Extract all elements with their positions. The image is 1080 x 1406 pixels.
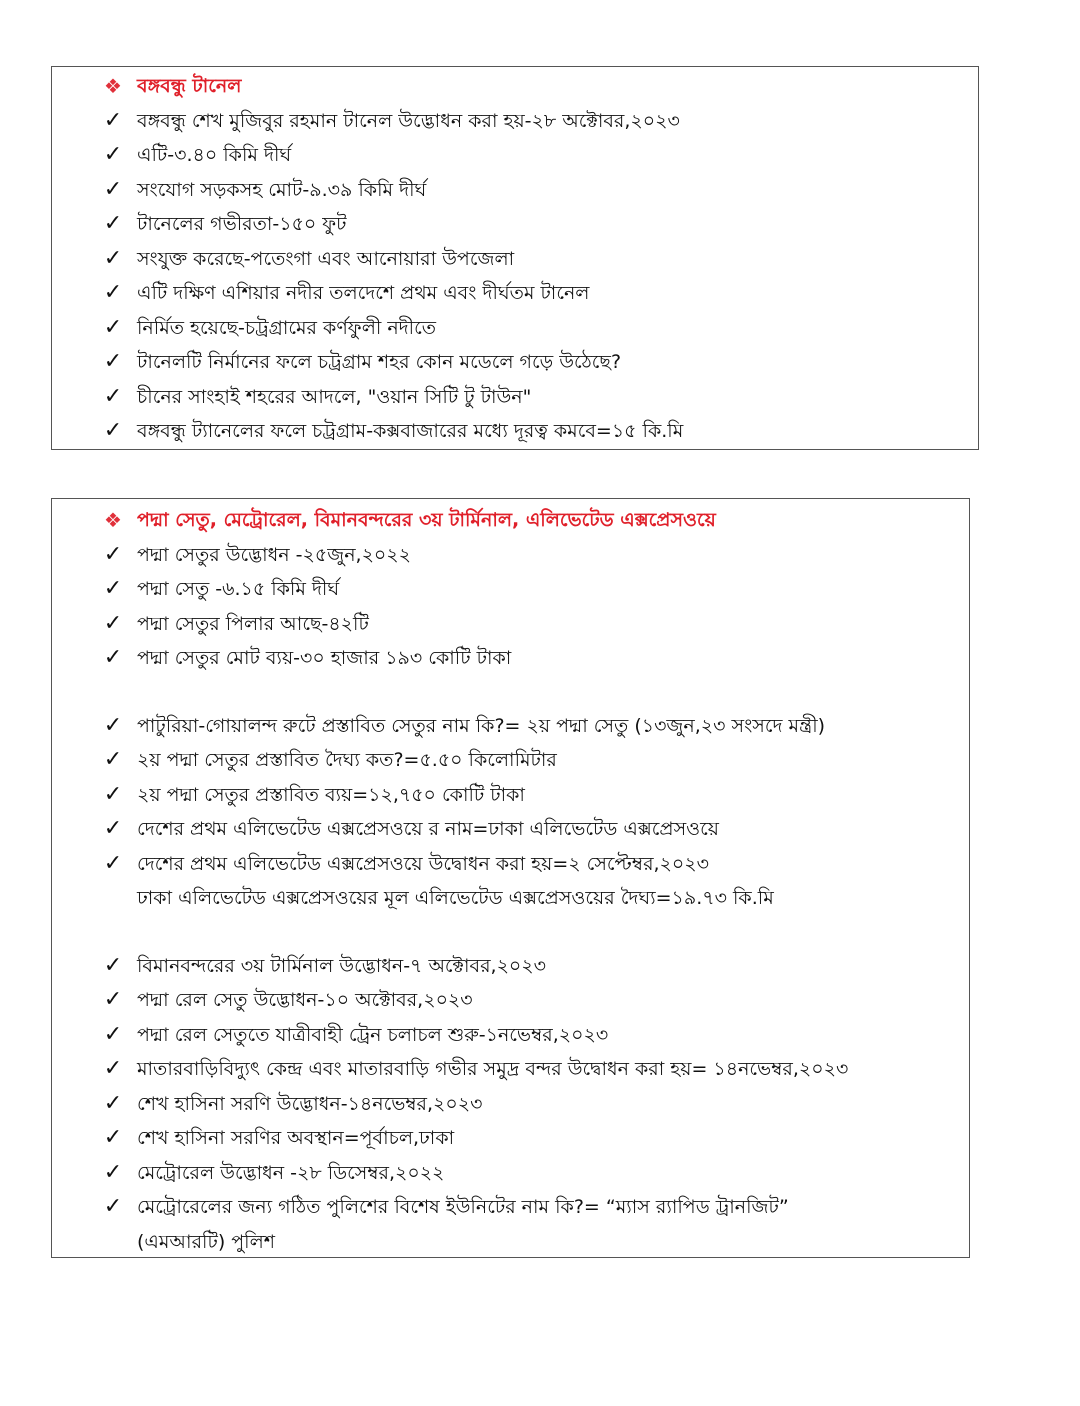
list-item: [52, 881, 969, 916]
list-item-text: সংযোগ সড়কসহ মোট-৯.৩৯ কিমি দীর্ঘ: [137, 178, 427, 201]
list-item: [52, 743, 969, 778]
list-item: [52, 538, 969, 573]
list-item: [52, 1087, 969, 1122]
check-icon: ✓: [103, 987, 123, 1012]
list-item: [52, 104, 978, 139]
list-item-text: সংযুক্ত করেছে-পতেংগা এবং আনোয়ারা উপজেলা: [137, 247, 515, 270]
list-item-text: পদ্মা সেতুর উদ্ভোধন -২৫জুন,২০২২: [137, 543, 411, 566]
list-item-text: ২য় পদ্মা সেতুর প্রস্তাবিত দৈঘ্য কত?=৫.৫০ কিলোমিটার: [137, 749, 557, 771]
list-item-text: টানেলের গভীরতা-১৫০ ফুট: [137, 213, 347, 235]
check-icon: ✓: [103, 418, 123, 443]
list-item-text: দেশের প্রথম এলিভেটেড এক্সপ্রেসওয়ে র নাম=ঢাকা এলিভেটেড এক্সপ্রেসওয়ে: [137, 818, 719, 840]
list-item: [52, 1225, 969, 1260]
check-icon: ✓: [103, 314, 123, 340]
check-icon: ✓: [103, 1159, 123, 1185]
check-icon: ✓: [103, 383, 123, 409]
list-item: [52, 572, 969, 607]
check-icon: ✓: [103, 1056, 123, 1081]
section-bangabandhu-tunnel: [51, 66, 979, 450]
list-item-text: ২য় পদ্মা সেতুর প্রস্তাবিত ব্যয়=১২,৭৫০ কোটি টাকা: [137, 783, 525, 806]
list-item: [52, 345, 978, 380]
list-item-text: শেখ হাসিনা সরণি উদ্ভোধন-১৪নভেম্বর,২০২৩: [137, 1092, 483, 1115]
list-item-text: দেশের প্রথম এলিভেটেড এক্সপ্রেসওয়ে উদ্বোধন করা হয়=২ সেপ্টেম্বর,২০২৩: [137, 852, 709, 875]
list-item-text: বঙ্গবন্ধু ট্যানেলের ফলে চট্রগ্রাম-কক্সবাজারের মধ্যে দূরত্ব কমবে=১৫ কি.মি: [137, 420, 684, 442]
diamond-bullet-icon: ❖: [104, 508, 122, 532]
check-icon: ✓: [103, 1090, 123, 1116]
list-item: [52, 138, 978, 173]
list-item-text: পদ্মা সেতুর পিলার আছে-৪২টি: [137, 612, 369, 635]
list-item: [52, 276, 978, 311]
list-item: [52, 641, 969, 676]
list-item: [52, 1052, 969, 1087]
list-item: [52, 173, 978, 208]
list-item-text: চীনের সাংহাই শহরের আদলে, "ওয়ান সিটি টু টাউন": [137, 385, 532, 408]
check-icon: ✓: [103, 816, 123, 841]
list-item: [52, 1156, 969, 1191]
list-item: [52, 812, 969, 847]
list-item-text: পদ্মা রেল সেতু উদ্ভোধন-১০ অক্টোবর,২০২৩: [137, 989, 473, 1011]
check-icon: ✓: [103, 280, 123, 305]
check-icon: ✓: [103, 349, 123, 374]
list-item: [52, 311, 978, 346]
check-icon: ✓: [103, 211, 123, 236]
list-item-text: টানেলটি নির্মানের ফলে চট্রগ্রাম শহর কোন মডেলে গড়ে উঠেছে?: [137, 351, 622, 373]
list-item: [52, 847, 969, 882]
list-item: [52, 207, 978, 242]
list-item: [52, 1121, 969, 1156]
check-icon: ✓: [103, 576, 123, 601]
list-item-text: এটি-৩.৪০ কিমি দীর্ঘ: [137, 144, 292, 166]
check-icon: ✓: [103, 952, 123, 978]
list-item-text: মেট্রোরেলের জন্য গঠিত পুলিশের বিশেষ ইউনিটের নাম কি?= “ম্যাস র‍্যাপিড ট্রানজিট”: [137, 1196, 789, 1218]
list-item: [52, 778, 969, 813]
check-icon: ✓: [103, 747, 123, 772]
section-padma-bridge-metrorail: [51, 498, 970, 1258]
check-icon: ✓: [103, 1194, 123, 1219]
list-item-text: (এমআরটি) পুলিশ: [137, 1230, 276, 1253]
check-icon: ✓: [103, 610, 123, 636]
check-icon: ✓: [103, 245, 123, 271]
list-item-text: পদ্মা রেল সেতুতে যাত্রীবাহী ট্রেন চলাচল শুরু-১নভেম্বর,২০২৩: [137, 1023, 609, 1046]
list-item-text: মাতারবাড়িবিদ্যুৎ কেন্দ্র এবং মাতারবাড়ি গভীর সমুদ্র বন্দর উদ্বোধন করা হয়= ১৪নভেম্বর,২০২৩: [137, 1058, 849, 1080]
check-icon: ✓: [103, 1125, 123, 1150]
check-icon: ✓: [103, 850, 123, 876]
check-icon: ✓: [103, 1021, 123, 1047]
list-item-text: এটি দক্ষিণ এশিয়ার নদীর তলদেশে প্রথম এবং দীর্ঘতম টানেল: [137, 282, 590, 304]
list-item-text: নির্মিত হয়েছে-চট্রগ্রামের কর্ণফুলী নদীতে: [137, 316, 436, 339]
list-item-text: বিমানবন্দরের ৩য় টার্মিনাল উদ্ভোধন-৭ অক্টোবর,২০২৩: [137, 954, 546, 977]
check-icon: ✓: [103, 142, 123, 167]
list-item-text: পাটুরিয়া-গোয়ালন্দ রুটে প্রস্তাবিত সেতুর নাম কি?= ২য় পদ্মা সেতু (১৩জুন,২৩ সংসদে মন্ত্রী): [137, 714, 826, 737]
list-item: [52, 1190, 969, 1225]
list-item: [52, 949, 969, 984]
list-item: [52, 709, 969, 744]
list-item: [52, 380, 978, 415]
list-item-text: পদ্মা সেতুর মোট ব্যয়-৩০ হাজার ১৯৩ কোটি টাকা: [137, 647, 512, 669]
list-item-text: বঙ্গবন্ধু শেখ মুজিবুর রহমান টানেল উদ্ভোধন করা হয়-২৮ অক্টোবর,২০২৩: [137, 109, 680, 132]
check-icon: ✓: [103, 712, 123, 738]
list-item: [52, 1018, 969, 1053]
list-item: [52, 414, 978, 449]
list-item: [52, 607, 969, 642]
section-title: ❖ বঙ্গবন্ধু টানেল: [52, 69, 978, 104]
list-item-text: ঢাকা এলিভেটেড এক্সপ্রেসওয়ের মূল এলিভেটেড এক্সপ্রেসওয়ের দৈঘ্য=১৯.৭৩ কি.মি: [137, 887, 774, 909]
check-icon: ✓: [103, 645, 123, 670]
list-item-text: শেখ হাসিনা সরণির অবস্থান=পূর্বাচল,ঢাকা: [137, 1127, 455, 1149]
diamond-bullet-icon: ❖: [104, 74, 122, 98]
check-icon: ✓: [103, 107, 123, 133]
list-item: [52, 242, 978, 277]
list-item: [52, 983, 969, 1018]
list-item-text: মেট্রোরেল উদ্ভোধন -২৮ ডিসেম্বর,২০২২: [137, 1161, 445, 1184]
check-icon: ✓: [103, 781, 123, 807]
check-icon: ✓: [103, 541, 123, 567]
check-icon: ✓: [103, 176, 123, 202]
section-title: ❖ পদ্মা সেতু, মেট্রোরেল, বিমানবন্দরের ৩য় টার্মিনাল, এলিভেটেড এক্সপ্রেসওয়ে: [52, 503, 969, 538]
list-item-text: পদ্মা সেতু -৬.১৫ কিমি দীর্ঘ: [137, 578, 340, 600]
